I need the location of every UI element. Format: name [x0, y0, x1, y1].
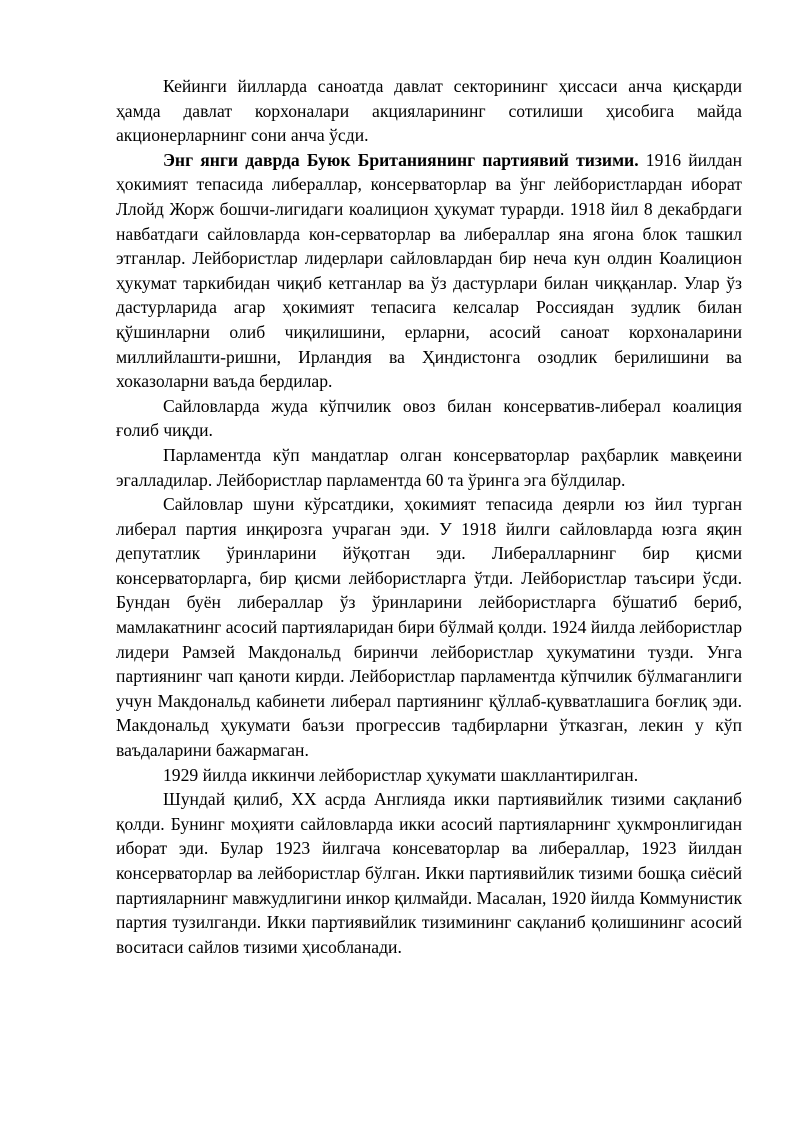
paragraph-5	[116, 492, 742, 763]
paragraph-3	[116, 394, 742, 443]
paragraph-1-text: Кейинги йилларда саноатда давлат секторининг ҳиссаси анча қисқарди ҳамда давлат корхоналари акцияларининг сотилиши ҳисобига майда акционерларнинг сони анча ўсди.	[116, 76, 742, 146]
paragraph-6	[116, 763, 742, 788]
section-heading: Энг янги даврда Буюк Британиянинг партиявий тизими.	[163, 149, 639, 170]
paragraph-6-text: 1929 йилда иккинчи лейбористлар ҳукумати шакллантирилган.	[163, 764, 639, 785]
paragraph-2-text: 1916 йилдан ҳокимият тепасида либераллар, консерваторлар ва ўнг лейбористлардан иборат Ллойд Жорж бошчи-лигидаги коалицион ҳукумат турарди. 1918 йил 8 декабрдаги навбатдаги сайловларда кон-серваторлар ва либераллар яна ягона блок ташкил этганлар. Лейбористлар лидерлари сайловлардан бир неча кун олдин Коалицион ҳукумат таркибидан чиқиб кетганлар ва ўз дастурлари билан чиққанлар. Улар ўз дастурларида агар ҳокимият тепасига келсалар Россиядан зудлик билан қўшинларни олиб чиқилишини, ерларни, асосий саноат корхоналарини миллийлашти-ришни, Ирландия ва Ҳиндистонга озодлик берилишини ва хоказоларни ваъда бердилар.	[116, 149, 742, 392]
document-page	[116, 74, 742, 959]
paragraph-3-text: Сайловларда жуда кўпчилик овоз билан консерватив-либерал коалиция ғолиб чиқди.	[116, 395, 742, 441]
paragraph-4-text: Парламентда кўп мандатлар олган консерваторлар раҳбарлик мавқеини эгалладилар. Лейбористлар парламентда 60 та ўринга эга бўлдилар.	[116, 444, 742, 490]
paragraph-5-text: Сайловлар шуни кўрсатдики, ҳокимият тепасида деярли юз йил турган либерал партия инқирозга учраган эди. У 1918 йилги сайловларда юзга яқин депутатлик ўринларини йўқотган эди. Либералларнинг бир қисми консерваторларга, бир қисми лейбористларга ўтди. Лейбористлар таъсири ўсди. Бундан буён либераллар ўз ўринларини лейбористларга бўшатиб бериб, мамлакатнинг асосий партияларидан бири бўлмай қолди. 1924 йилда лейбористлар лидери Рамзей Макдональд биринчи лейбористлар ҳукуматини тузди. Унга партиянинг чап қаноти кирди. Лейбористлар парламентда кўпчилик бўлмаганлиги учун Макдональд кабинети либерал партиянинг қўллаб-қувватлашига боғлиқ эди. Макдональд ҳукумати баъзи прогрессив тадбирларни ўтказган, лекин у кўп ваъдаларини бажармаган.	[116, 494, 742, 761]
paragraph-4	[116, 443, 742, 492]
paragraph-1	[116, 74, 742, 148]
paragraph-7	[116, 787, 742, 959]
paragraph-2	[116, 148, 742, 394]
paragraph-7-text: Шундай қилиб, XX асрда Англияда икки партиявийлик тизими сақланиб қолди. Бунинг моҳияти сайловларда икки асосий партияларнинг ҳукмронлигидан иборат эди. Булар 1923 йилгача консеваторлар ва либераллар, 1923 йилдан консерваторлар ва лейбористлар бўлган. Икки партиявийлик тизими бошқа сиёсий партияларнинг мавжудлигини инкор қилмайди. Масалан, 1920 йилда Коммунистик партия тузилганди. Икки партиявийлик тизимининг сақланиб қолишининг асосий воситаси сайлов тизими ҳисобланади.	[116, 789, 742, 957]
